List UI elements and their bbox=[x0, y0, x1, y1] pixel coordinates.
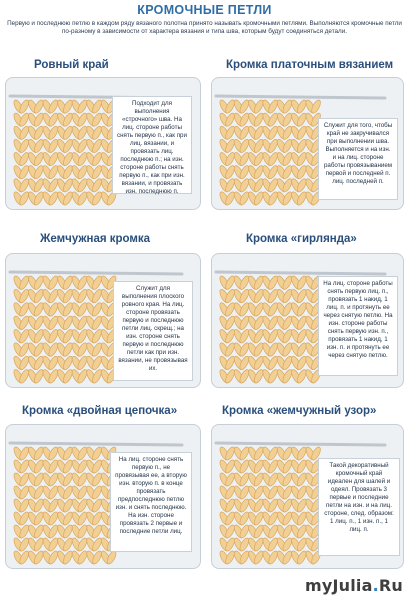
note-garland-edge: На лиц. стороне работы снять первую лиц. п., провязать 1 накид, 1 лиц. п. и протянуть ее через снятую петлю. На изн. стороне работы снять первую изн. п., провязать 1 накид, 1 изн. п. и протянуть ее через снятую петлю. bbox=[318, 276, 398, 376]
needle bbox=[10, 443, 182, 445]
panel-title-pearl-edge: Жемчужная кромка bbox=[40, 233, 151, 245]
needle bbox=[216, 96, 385, 98]
panel-title-even-edge: Ровный край bbox=[34, 59, 109, 71]
note-pearl-pattern-edge: Такой декоративный кромочный край идеален для шалей и одеял. Провязать 3 первые и последние петли на изн. и на лиц. стороне, след. образом: 1 лиц. п., 1 изн. п., 1 лиц. п. bbox=[318, 458, 400, 556]
panel-title-double-chain-edge: Кромка «двойная цепочка» bbox=[22, 405, 178, 417]
note-pearl-edge: Служит для выполнения плоского ровного края. На лиц. стороне провязать первую и последнюю петли лиц. скрещ.; на изн. стороне снять первую и последнюю петли как при изн. вязании, не провязывая их. bbox=[113, 281, 193, 381]
watermark-dot: . bbox=[372, 576, 379, 595]
panel-title-garland-edge: Кромка «гирлянда» bbox=[246, 233, 357, 245]
watermark-suffix: Ru bbox=[378, 576, 403, 595]
needle bbox=[216, 443, 385, 445]
page-title: КРОМОЧНЫЕ ПЕТЛИ bbox=[137, 3, 272, 17]
intro-text: Первую и последнюю петлю в каждом ряду вязаного полотна принято называть кромочными петлями. Выполняются кромочные петли по-разному в зависимости от характера вязания и типа шва, которым будут соединяться детали. bbox=[7, 20, 402, 35]
needle bbox=[10, 272, 182, 274]
note-garter-edge: Служит для того, чтобы край не закручивался при выполнении шва. Выполняется и на изн. и на лиц. стороне работы провязыванием первой и последней п. лиц. последней п. bbox=[318, 118, 398, 200]
watermark-prefix: myJulia bbox=[304, 576, 373, 595]
site-watermark bbox=[305, 576, 403, 595]
panel-title-pearl-pattern-edge: Кромка «жемчужный узор» bbox=[222, 405, 377, 417]
panel-title-garter-edge: Кромка платочным вязанием bbox=[226, 59, 394, 71]
needle bbox=[216, 272, 385, 274]
note-even-edge: Подходит для выполнения «строчного» шва. На лиц. стороне работы снять первую п., как при лиц. вязании, и провязать лиц. последнюю п.; на изн. стороне работы снять первую п., как при изн. вязании, и провязать изн. последнюю п. bbox=[112, 96, 192, 194]
note-double-chain-edge: На лиц. стороне снять первую п., не провязывая ее, а вторую изн. вторую п. в конце провязать предпоследнюю петлю изн. и снять последнюю. На изн. стороне провязать 2 первые и последние петли лиц. bbox=[110, 452, 192, 552]
